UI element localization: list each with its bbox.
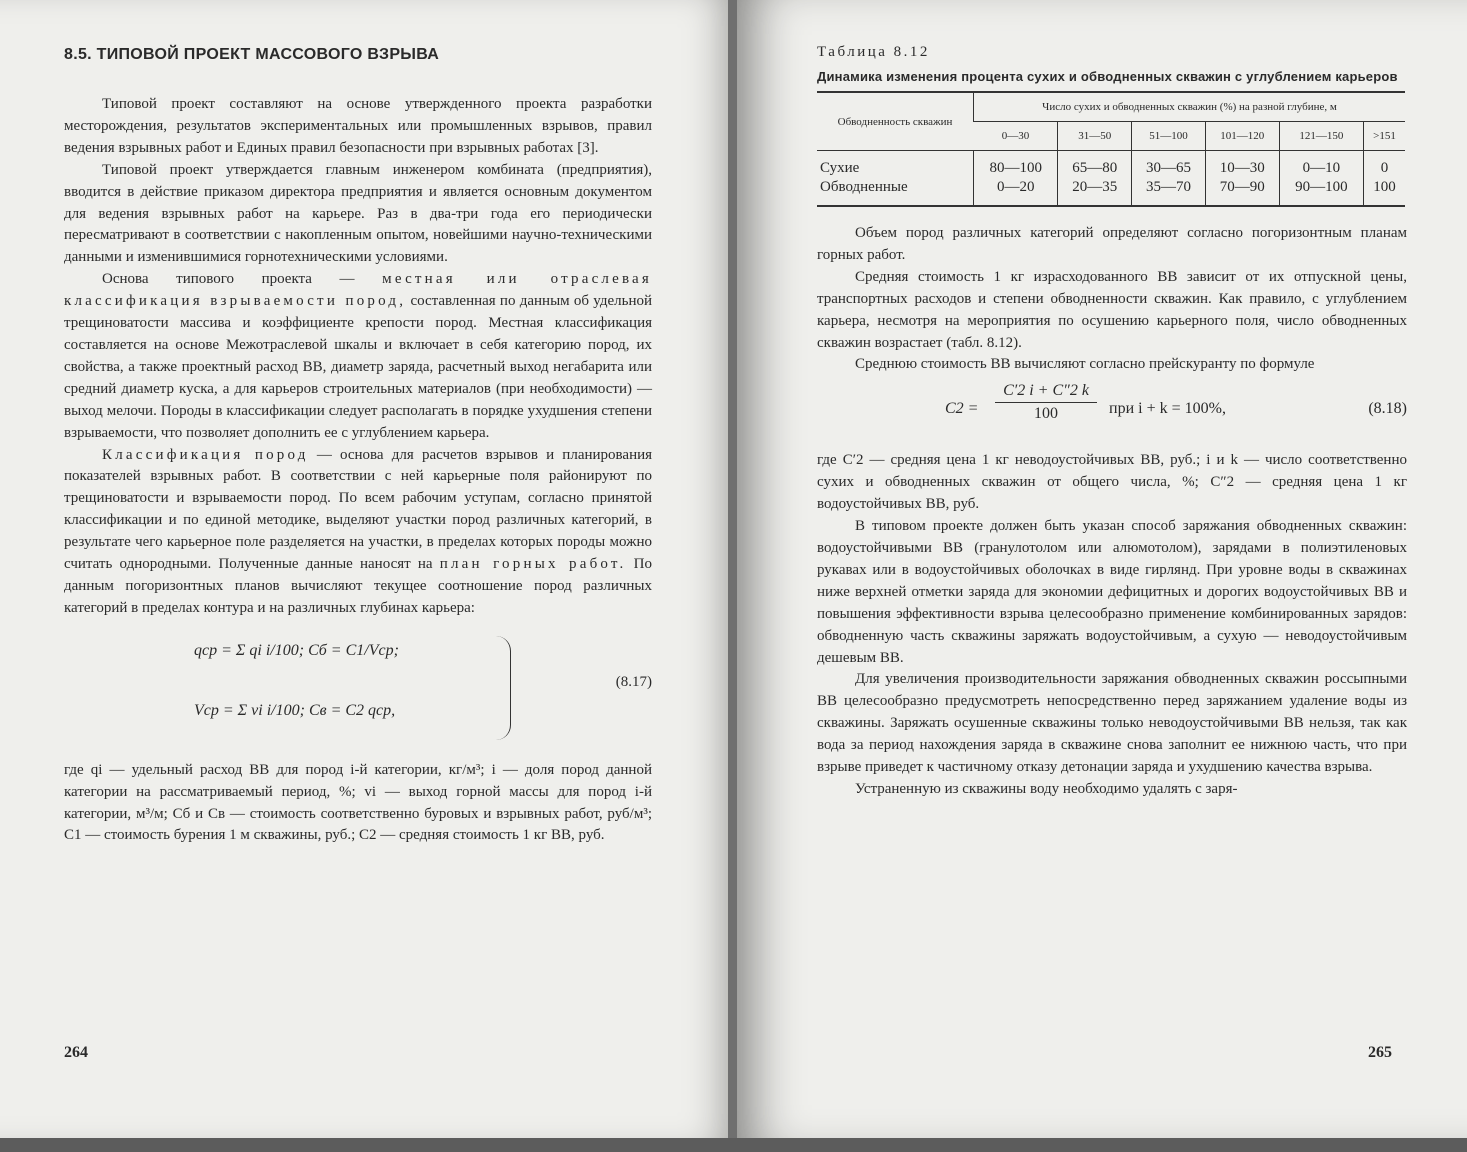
table-cell xyxy=(1364,151,1406,207)
cell-value: 100 xyxy=(1373,179,1396,195)
text-run: — основа для расчетов взрывов и планирования показателей взрывных работ. В соответствии с ней карьерные поля районируют по трещиноватости и взрываемости пород. По всем рабочим уступам, согласно принятой классификации и по единой методике, выделяют участки пород различных категорий, в результате чего карьерное поле разделяется на участки, в пределах которых породы можно считать однородными. Полученные данные наносят на xyxy=(64,446,653,573)
right-column xyxy=(817,44,1407,801)
text-run: составленная по данным об удельной трещиноватости массива и коэффициенте крепости пород. Местная классификация составляется на основе Межотраслевой шкалы и включает в себя категорию пород, их свойства, а также проектный расход ВВ, диаметр заряда, расчетный выход негабарита или средний диаметр куска, а для карьеров строительных материалов (при необходимости) — выход мелочи. Породы в классификации следует располагать в порядке ухудшения степени взрываемости, что позволяет дополнить ее с углублением карьера. xyxy=(64,293,653,441)
paragraph xyxy=(64,445,652,620)
table-caption: Таблица 8.12 xyxy=(817,44,930,60)
cell-value: 80—100 xyxy=(989,160,1042,176)
cell-value: 90—100 xyxy=(1295,179,1348,195)
formula-row: qср = Σ qi i/100; Cб = C1/Vср; xyxy=(194,641,399,659)
cell-value: 0 xyxy=(1380,160,1389,176)
page-bottom-edge xyxy=(0,1138,1467,1152)
spaced-term: план горных работ. xyxy=(439,556,627,573)
page-number: 264 xyxy=(64,1044,88,1061)
formula-number: (8.18) xyxy=(1368,400,1407,418)
row-label: Обводненные xyxy=(820,179,908,195)
table-row-header: Обводненность скважин xyxy=(837,115,953,128)
formula-8-18 xyxy=(817,382,1407,442)
table-cell xyxy=(1058,151,1132,207)
paragraph: Объем пород различных категорий определяют согласно погоризонтным планам горных работ. xyxy=(817,225,1407,263)
table-title: Динамика изменения процента сухих и обводненных скважин с углублением карьеров xyxy=(817,69,1398,84)
table-group-header: Число сухих и обводненных скважин (%) на разной глубине, м xyxy=(974,92,1406,122)
text-run: По данным погоризонтных планов вычисляют текущее соотношение пород различных категорий в пределах контура и на различных глубинах карьера: xyxy=(64,556,653,616)
table-column-header: 51—100 xyxy=(1132,122,1206,151)
paragraph xyxy=(64,269,652,444)
paragraph: Средняя стоимость 1 кг израсходованного ВВ зависит от их отпускной цены, транспортных расходов и степени обводненности скважин. Как правило, с углублением карьера, несмотря на мероприятия по осушению карьерного поля, число обводненных скважин возрастает (табл. 8.12). xyxy=(817,268,1407,351)
paragraph: В типовом проекте должен быть указан способ заряжания обводненных скважин: водоустойчивыми ВВ (гранулотолом или алюмотолом), зарядами в полиэтиленовых рукавах или в водоустойчивых оболочках в виде гирлянд. При уровне воды в скважинах ниже верхней отметки заряда для экономии дефицитных и дорогих водоустойчивых ВВ и повышения эффективности взрыва целесообразно применение комбинированных зарядов: обводненную часть скважины заряжать водоустойчивым, а сухую — неводоустойчивым дешевым ВВ. xyxy=(817,518,1407,666)
paragraph: Типовой проект составляют на основе утвержденного проекта разработки месторождения, результатов экспериментальных или промышленных взрывов, правил ведения взрывных работ и Единых правил безопасности при взрывных работах [3]. xyxy=(64,96,652,156)
cell-value: 10—30 xyxy=(1219,160,1265,176)
formula-row: Vср = Σ vi i/100; Cв = C2 qср, xyxy=(194,701,396,719)
section-title: 8.5. ТИПОВОЙ ПРОЕКТ МАССОВОГО ВЗРЫВА xyxy=(64,46,440,63)
cell-value: 65—80 xyxy=(1072,160,1118,176)
text-run: Основа типового проекта — xyxy=(102,271,355,288)
paragraph: где C′2 — средняя цена 1 кг неводоустойчивых ВВ, руб.; i и k — число соответственно сухих и обводненных скважин от общего числа, %; C″2 — средняя цена 1 кг водоустойчивых ВВ, руб. xyxy=(817,452,1407,513)
table-column-header: 31—50 xyxy=(1058,122,1132,151)
cell-value: 0—10 xyxy=(1302,160,1341,176)
paragraph: Среднюю стоимость ВВ вычисляют согласно прейскуранту по формуле xyxy=(855,356,1315,373)
formula-fraction xyxy=(995,382,1097,423)
formula-8-17 xyxy=(64,628,652,752)
cell-value: 30—65 xyxy=(1146,160,1191,176)
paragraph: Для увеличения производительности заряжания обводненных скважин россыпными ВВ целесообразно предусмотреть непосредственно перед заряжанием удаление воды из скважины. Заряжать осушенные скважины только неводоустойчивыми ВВ нельзя, так как вода за период нахождения заряда в скважине снова заполнит ее нижнюю часть, что при взрыве приведет к частичному отказу детонации заряда и ухудшению качества взрыва. xyxy=(817,671,1407,776)
cell-value: 35—70 xyxy=(1146,179,1191,195)
table-cell xyxy=(1132,151,1206,207)
formula-lhs: C2 = xyxy=(945,400,979,418)
table-column-header: 121—150 xyxy=(1279,122,1363,151)
paragraph: Устраненную из скважины воду необходимо удалять с заря- xyxy=(855,780,1238,797)
cell-value: 0—20 xyxy=(996,179,1035,195)
right-page xyxy=(737,0,1467,1140)
row-label: Сухие xyxy=(820,160,860,176)
table-body xyxy=(817,151,1405,207)
left-page xyxy=(0,0,735,1140)
spaced-term: Классификация пород xyxy=(102,446,309,463)
spaced-term: местная или отраслевая классификация взрываемости пород, xyxy=(64,271,653,310)
formula-condition: при i + k = 100%, xyxy=(1109,400,1226,418)
formula-number: (8.17) xyxy=(615,673,652,690)
table-column-header: >151 xyxy=(1364,122,1406,151)
table-column-header: 0—30 xyxy=(1001,130,1030,142)
page-number: 265 xyxy=(1368,1044,1392,1061)
formula-denominator: 100 xyxy=(1034,405,1058,423)
table-cell xyxy=(1279,151,1363,207)
table-row xyxy=(817,151,1405,207)
cell-value: 20—35 xyxy=(1072,179,1118,195)
table-cell xyxy=(1205,151,1279,207)
left-column xyxy=(64,46,652,847)
paragraph: Типовой проект утверждается главным инженером комбината (предприятия), вводится в действие приказом директора предприятия и является основным документом для ведения взрывных работ на карьере. Раз в два-три года его периодически пересматривают в соответствии с накопленным опытом, новейшими научно-техническими данными и изменившимися горнотехническими условиями. xyxy=(64,161,652,266)
cell-value: 70—90 xyxy=(1219,179,1265,195)
table-row-labels xyxy=(817,151,974,207)
data-table xyxy=(817,91,1405,207)
table-column-header: 101—120 xyxy=(1205,122,1279,151)
paragraph: где qi — удельный расход ВВ для пород i-й категории, кг/м³; i — доля пород данной категории на рассматриваемый период, %; vi — выход горной массы для пород i-й категории, м³/м; Cб и Cв — стоимость соответственно буровых и взрывных работ, руб/м³; C1 — стоимость бурения 1 м скважины, руб.; C2 — средняя стоимость 1 кг ВВ, руб. xyxy=(64,761,652,844)
formula-brace xyxy=(496,636,511,740)
formula-numerator: C′2 i + C″2 k xyxy=(995,382,1097,403)
table-cell xyxy=(974,151,1058,207)
